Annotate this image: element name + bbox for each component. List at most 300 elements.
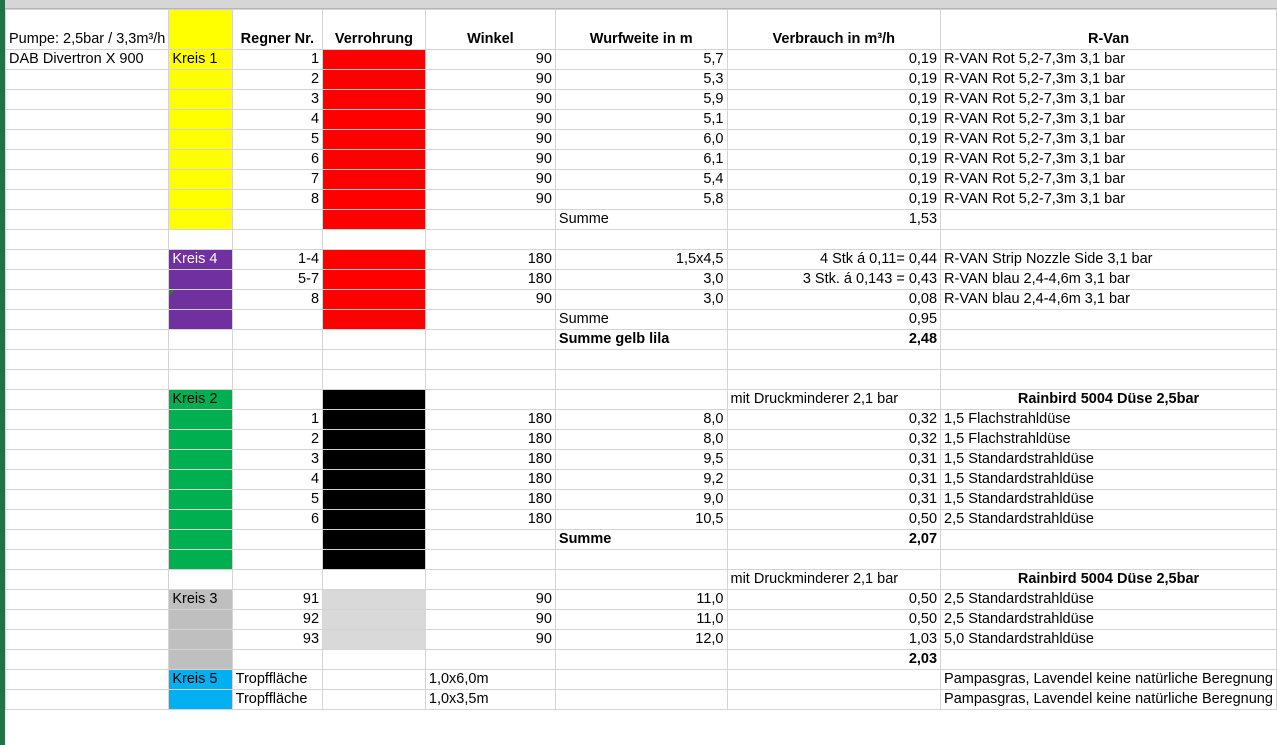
verbrauch-value[interactable]: 0,19 — [727, 130, 941, 150]
kreis5-row — [6, 690, 1277, 710]
kreis4-color-cell[interactable] — [169, 290, 232, 310]
tropf-typ[interactable]: Tropffläche — [232, 690, 322, 710]
kreis3-label[interactable]: Kreis 3 — [169, 590, 232, 610]
pump-label-cell[interactable]: Pumpe: 2,5bar / 3,3m³/h — [6, 10, 169, 50]
regner-nr[interactable]: 6 — [232, 510, 322, 530]
pipe-black[interactable] — [323, 530, 426, 550]
verbrauch-value[interactable]: 0,19 — [727, 110, 941, 130]
kreis3-row — [6, 590, 1277, 610]
duese-value[interactable]: R-VAN Rot 5,2-7,3m 3,1 bar — [941, 190, 1277, 210]
pipe-black[interactable] — [323, 410, 426, 430]
pipe-red[interactable] — [323, 70, 426, 90]
cell[interactable] — [323, 230, 426, 250]
tropf-typ[interactable]: Tropffläche — [232, 670, 322, 690]
cell[interactable] — [6, 530, 169, 550]
pipe-red[interactable] — [323, 170, 426, 190]
wurfweite-value[interactable]: 3,0 — [555, 290, 727, 310]
cell[interactable] — [6, 390, 169, 410]
cell[interactable] — [323, 650, 426, 670]
winkel-value[interactable]: 90 — [425, 170, 555, 190]
kreis1-row — [6, 110, 1277, 130]
pipe-red[interactable] — [323, 270, 426, 290]
kreis1-row — [6, 50, 1277, 70]
duese-value[interactable]: R-VAN Strip Nozzle Side 3,1 bar — [941, 250, 1277, 270]
kreis3-header-row — [6, 570, 1277, 590]
cell[interactable] — [6, 350, 169, 370]
kreis4-row — [6, 270, 1277, 290]
cell[interactable] — [6, 690, 169, 710]
regner-nr[interactable]: 93 — [232, 630, 322, 650]
winkel-value[interactable]: 90 — [425, 190, 555, 210]
kreis5-row — [6, 670, 1277, 690]
kreis1-color-cell[interactable] — [169, 110, 232, 130]
cell[interactable] — [941, 370, 1277, 390]
cell[interactable] — [727, 690, 941, 710]
kreis2-label[interactable]: Kreis 2 — [169, 390, 232, 410]
cell[interactable] — [6, 490, 169, 510]
cell[interactable] — [6, 370, 169, 390]
cell[interactable] — [6, 330, 169, 350]
cell[interactable] — [555, 550, 727, 570]
pipe-red[interactable] — [323, 130, 426, 150]
kreis2-color-cell[interactable] — [169, 430, 232, 450]
wurfweite-value[interactable]: 5,8 — [555, 190, 727, 210]
cell[interactable] — [323, 690, 426, 710]
pipe-red[interactable] — [323, 210, 426, 230]
duese-value[interactable]: 1,5 Standardstrahldüse — [941, 490, 1277, 510]
pipe-red[interactable] — [323, 310, 426, 330]
regner-nr[interactable]: 2 — [232, 430, 322, 450]
cell[interactable] — [6, 250, 169, 270]
winkel-value[interactable]: 90 — [425, 70, 555, 90]
cell[interactable] — [941, 550, 1277, 570]
sheet-body — [6, 10, 1277, 710]
cell[interactable] — [727, 670, 941, 690]
summe-label[interactable]: Summe — [555, 210, 727, 230]
kreis1-row — [6, 150, 1277, 170]
kreis2-color-cell[interactable] — [169, 470, 232, 490]
cell[interactable] — [941, 650, 1277, 670]
header-winkel[interactable]: Winkel — [425, 10, 555, 50]
cell[interactable] — [232, 650, 322, 670]
regner-nr[interactable]: 6 — [232, 150, 322, 170]
duese-value[interactable]: 2,5 Standardstrahldüse — [941, 590, 1277, 610]
cell[interactable] — [941, 530, 1277, 550]
duese-value[interactable]: 1,5 Standardstrahldüse — [941, 470, 1277, 490]
pipe-red[interactable] — [323, 90, 426, 110]
cell[interactable] — [941, 310, 1277, 330]
kreis2-color-cell[interactable] — [169, 510, 232, 530]
verbrauch-value[interactable]: 3 Stk. á 0,143 = 0,43 — [727, 270, 941, 290]
pipe-gray[interactable] — [323, 630, 426, 650]
cell[interactable] — [6, 470, 169, 490]
cell[interactable] — [6, 550, 169, 570]
summe-gelb-lila-row — [6, 330, 1277, 350]
header-rvan[interactable]: R-Van — [941, 10, 1277, 50]
winkel-value[interactable]: 90 — [425, 130, 555, 150]
pump-model-cell[interactable]: DAB Divertron X 900 — [6, 50, 169, 70]
cell[interactable] — [169, 370, 232, 390]
cell[interactable] — [555, 350, 727, 370]
winkel-value[interactable]: 180 — [425, 490, 555, 510]
regner-nr[interactable]: 5-7 — [232, 270, 322, 290]
wurfweite-value[interactable]: 5,1 — [555, 110, 727, 130]
pump-model-cell[interactable] — [6, 70, 169, 90]
duese-value[interactable]: 5,0 Standardstrahldüse — [941, 630, 1277, 650]
pump-model-cell[interactable] — [6, 150, 169, 170]
cell[interactable] — [727, 550, 941, 570]
regner-nr[interactable]: 2 — [232, 70, 322, 90]
pump-model-cell[interactable] — [6, 130, 169, 150]
cell[interactable] — [6, 290, 169, 310]
cell[interactable] — [555, 230, 727, 250]
summe-label[interactable]: Summe — [555, 530, 727, 550]
regner-nr[interactable]: 4 — [232, 470, 322, 490]
duese-value[interactable]: R-VAN Rot 5,2-7,3m 3,1 bar — [941, 170, 1277, 190]
verbrauch-value[interactable]: 0,19 — [727, 190, 941, 210]
cell[interactable] — [6, 430, 169, 450]
wurfweite-value[interactable]: 1,5x4,5 — [555, 250, 727, 270]
kreis2-row — [6, 450, 1277, 470]
cell[interactable] — [169, 230, 232, 250]
wurfweite-value[interactable]: 9,0 — [555, 490, 727, 510]
wurfweite-value[interactable]: 5,9 — [555, 90, 727, 110]
cell[interactable] — [555, 670, 727, 690]
cell[interactable] — [425, 330, 555, 350]
kreis1-color-cell[interactable] — [169, 210, 232, 230]
wurfweite-value[interactable]: 6,1 — [555, 150, 727, 170]
kreis2-fill-row — [6, 550, 1277, 570]
cell[interactable] — [727, 370, 941, 390]
verbrauch-value[interactable]: 0,32 — [727, 410, 941, 430]
cell[interactable] — [425, 570, 555, 590]
winkel-value[interactable]: 180 — [425, 510, 555, 530]
kreis1-color-cell[interactable] — [169, 170, 232, 190]
regner-nr[interactable]: 7 — [232, 170, 322, 190]
pipe-black[interactable] — [323, 470, 426, 490]
summe-gelb-lila-label[interactable]: Summe gelb lila — [555, 330, 727, 350]
kreis3-summe[interactable]: 2,03 — [727, 650, 941, 670]
regner-nr[interactable]: 91 — [232, 590, 322, 610]
wurfweite-value[interactable]: 8,0 — [555, 410, 727, 430]
verbrauch-value[interactable]: 0,32 — [727, 430, 941, 450]
cell[interactable] — [232, 230, 322, 250]
regner-nr[interactable]: 1 — [232, 410, 322, 430]
pipe-red[interactable] — [323, 50, 426, 70]
regner-nr[interactable]: 5 — [232, 130, 322, 150]
duese-value[interactable]: 2,5 Standardstrahldüse — [941, 510, 1277, 530]
verbrauch-value[interactable]: 1,03 — [727, 630, 941, 650]
wurfweite-value[interactable]: 10,5 — [555, 510, 727, 530]
pipe-red[interactable] — [323, 290, 426, 310]
wurfweite-value[interactable]: 8,0 — [555, 430, 727, 450]
winkel-value[interactable]: 180 — [425, 470, 555, 490]
cell[interactable] — [232, 330, 322, 350]
pipe-red[interactable] — [323, 190, 426, 210]
cell[interactable] — [232, 370, 322, 390]
cell[interactable] — [6, 670, 169, 690]
verbrauch-value[interactable]: 0,31 — [727, 470, 941, 490]
tropf-flaeche[interactable]: 1,0x6,0m — [425, 670, 555, 690]
duese-header[interactable]: Rainbird 5004 Düse 2,5bar — [941, 570, 1277, 590]
cell[interactable] — [6, 590, 169, 610]
cell[interactable] — [425, 390, 555, 410]
cell[interactable] — [323, 350, 426, 370]
cell[interactable] — [232, 530, 322, 550]
cell[interactable] — [169, 350, 232, 370]
regner-nr[interactable]: 8 — [232, 190, 322, 210]
kreis2-color-cell[interactable] — [169, 490, 232, 510]
regner-nr[interactable]: 4 — [232, 110, 322, 130]
cell[interactable] — [425, 530, 555, 550]
cell[interactable] — [232, 390, 322, 410]
kreis5-label[interactable]: Kreis 5 — [169, 670, 232, 690]
pipe-black[interactable] — [323, 390, 426, 410]
kreis5-color-cell[interactable] — [169, 690, 232, 710]
verbrauch-value[interactable]: 0,50 — [727, 610, 941, 630]
kreis1-row — [6, 90, 1277, 110]
druck-label[interactable]: mit Druckminderer 2,1 bar — [727, 570, 941, 590]
kreis1-color-cell[interactable] — [169, 190, 232, 210]
kreis1-color-cell[interactable] — [169, 70, 232, 90]
duese-value[interactable]: 1,5 Flachstrahldüse — [941, 410, 1277, 430]
header-verrohrung[interactable]: Verrohrung — [323, 10, 426, 50]
kreis2-summe[interactable]: 2,07 — [727, 530, 941, 550]
cell[interactable] — [6, 510, 169, 530]
pipe-red[interactable] — [323, 110, 426, 130]
winkel-value[interactable]: 90 — [425, 110, 555, 130]
pipe-black[interactable] — [323, 430, 426, 450]
pump-model-cell[interactable] — [6, 110, 169, 130]
header-verbrauch[interactable]: Verbrauch in m³/h — [727, 10, 941, 50]
kreis1-color-cell[interactable] — [169, 130, 232, 150]
cell[interactable] — [425, 210, 555, 230]
duese-value[interactable]: R-VAN blau 2,4-4,6m 3,1 bar — [941, 290, 1277, 310]
pipe-gray[interactable] — [323, 590, 426, 610]
tropf-flaeche[interactable]: 1,0x3,5m — [425, 690, 555, 710]
cell[interactable] — [555, 370, 727, 390]
duese-value[interactable]: R-VAN Rot 5,2-7,3m 3,1 bar — [941, 50, 1277, 70]
duese-value[interactable]: R-VAN Rot 5,2-7,3m 3,1 bar — [941, 70, 1277, 90]
duese-value[interactable]: R-VAN Rot 5,2-7,3m 3,1 bar — [941, 90, 1277, 110]
regner-nr[interactable]: 1 — [232, 50, 322, 70]
verbrauch-value[interactable]: 4 Stk á 0,11= 0,44 — [727, 250, 941, 270]
cell[interactable] — [323, 370, 426, 390]
kreis1-label[interactable]: Kreis 1 — [169, 50, 232, 70]
pipe-black[interactable] — [323, 510, 426, 530]
summe-gelb-lila[interactable]: 2,48 — [727, 330, 941, 350]
duese-value[interactable]: 1,5 Flachstrahldüse — [941, 430, 1277, 450]
wurfweite-value[interactable]: 9,2 — [555, 470, 727, 490]
cell[interactable] — [323, 330, 426, 350]
kreis1-summe-row — [6, 210, 1277, 230]
wurfweite-value[interactable]: 5,7 — [555, 50, 727, 70]
kreis2-row — [6, 430, 1277, 450]
pipe-red[interactable] — [323, 150, 426, 170]
verbrauch-value[interactable]: 0,50 — [727, 510, 941, 530]
wurfweite-value[interactable]: 3,0 — [555, 270, 727, 290]
cell[interactable] — [727, 350, 941, 370]
header-wurfweite[interactable]: Wurfweite in m — [555, 10, 727, 50]
winkel-value[interactable]: 90 — [425, 50, 555, 70]
winkel-value[interactable]: 90 — [425, 290, 555, 310]
verbrauch-value[interactable]: 0,19 — [727, 70, 941, 90]
duese-header[interactable]: Rainbird 5004 Düse 2,5bar — [941, 390, 1277, 410]
cell[interactable] — [555, 690, 727, 710]
cell[interactable] — [555, 390, 727, 410]
kreis2-row — [6, 510, 1277, 530]
winkel-value[interactable]: 90 — [425, 90, 555, 110]
cell[interactable] — [425, 310, 555, 330]
wurfweite-value[interactable]: 6,0 — [555, 130, 727, 150]
tropf-bemerkung[interactable]: Pampasgras, Lavendel keine natürliche Beregnung — [941, 670, 1277, 690]
winkel-value[interactable]: 180 — [425, 410, 555, 430]
winkel-value[interactable]: 180 — [425, 250, 555, 270]
winkel-value[interactable]: 180 — [425, 270, 555, 290]
wurfweite-value[interactable]: 9,5 — [555, 450, 727, 470]
cell[interactable] — [941, 350, 1277, 370]
duese-value[interactable]: 2,5 Standardstrahldüse — [941, 610, 1277, 630]
kreis4-summe-row — [6, 310, 1277, 330]
regner-nr[interactable]: 3 — [232, 90, 322, 110]
verbrauch-value[interactable]: 0,08 — [727, 290, 941, 310]
summe-label[interactable]: Summe — [555, 310, 727, 330]
kreis1-row — [6, 170, 1277, 190]
verbrauch-value[interactable]: 0,19 — [727, 90, 941, 110]
pump-model-cell[interactable] — [6, 190, 169, 210]
pipe-black[interactable] — [323, 490, 426, 510]
spreadsheet-grid — [5, 9, 1277, 710]
kreis3-row — [6, 610, 1277, 630]
cell[interactable] — [6, 270, 169, 290]
winkel-value[interactable]: 90 — [425, 590, 555, 610]
verbrauch-value[interactable]: 0,19 — [727, 150, 941, 170]
kreis4-color-cell[interactable] — [169, 310, 232, 330]
cell[interactable] — [425, 370, 555, 390]
header-regner[interactable]: Regner Nr. — [232, 10, 322, 50]
cell[interactable] — [6, 410, 169, 430]
verbrauch-value[interactable]: 0,19 — [727, 170, 941, 190]
winkel-value[interactable]: 180 — [425, 430, 555, 450]
cell[interactable] — [232, 550, 322, 570]
kreis3-color-cell[interactable] — [169, 630, 232, 650]
kreis1-color-cell[interactable] — [169, 90, 232, 110]
wurfweite-value[interactable]: 5,4 — [555, 170, 727, 190]
cell[interactable] — [232, 570, 322, 590]
kreis2-header-row — [6, 390, 1277, 410]
wurfweite-value[interactable]: 5,3 — [555, 70, 727, 90]
kreis2-color-cell[interactable] — [169, 410, 232, 430]
column-header-bar — [0, 0, 1277, 9]
verbrauch-value[interactable]: 0,50 — [727, 590, 941, 610]
cell[interactable] — [941, 230, 1277, 250]
cell[interactable] — [6, 450, 169, 470]
kreis4-color-cell[interactable] — [169, 270, 232, 290]
cell[interactable] — [323, 670, 426, 690]
cell[interactable] — [555, 650, 727, 670]
kreis3-color-cell[interactable] — [169, 610, 232, 630]
druck-label[interactable]: mit Druckminderer 2,1 bar — [727, 390, 941, 410]
pipe-gray[interactable] — [323, 610, 426, 630]
wurfweite-value[interactable]: 12,0 — [555, 630, 727, 650]
regner-nr[interactable]: 5 — [232, 490, 322, 510]
kreis2-summe-row — [6, 530, 1277, 550]
cell[interactable] — [232, 310, 322, 330]
kreis1-color-cell[interactable] — [169, 150, 232, 170]
winkel-value[interactable]: 90 — [425, 610, 555, 630]
cell[interactable] — [425, 230, 555, 250]
cell[interactable] — [425, 550, 555, 570]
yellow-fill-cell[interactable] — [169, 10, 232, 50]
duese-value[interactable]: R-VAN Rot 5,2-7,3m 3,1 bar — [941, 130, 1277, 150]
cell[interactable] — [727, 230, 941, 250]
kreis1-row — [6, 190, 1277, 210]
verbrauch-value[interactable]: 0,19 — [727, 50, 941, 70]
empty-row — [6, 230, 1277, 250]
empty-row — [6, 370, 1277, 390]
tropf-bemerkung[interactable]: Pampasgras, Lavendel keine natürliche Beregnung — [941, 690, 1277, 710]
cell[interactable] — [941, 210, 1277, 230]
cell[interactable] — [232, 350, 322, 370]
winkel-value[interactable]: 180 — [425, 450, 555, 470]
cell[interactable] — [169, 330, 232, 350]
cell[interactable] — [425, 350, 555, 370]
kreis1-row — [6, 70, 1277, 90]
cell[interactable] — [6, 230, 169, 250]
pump-model-cell[interactable] — [6, 170, 169, 190]
duese-value[interactable]: R-VAN Rot 5,2-7,3m 3,1 bar — [941, 150, 1277, 170]
duese-value[interactable]: 1,5 Standardstrahldüse — [941, 450, 1277, 470]
regner-nr[interactable]: 8 — [232, 290, 322, 310]
cell[interactable] — [6, 210, 169, 230]
cell[interactable] — [323, 570, 426, 590]
pipe-black[interactable] — [323, 450, 426, 470]
kreis2-color-cell[interactable] — [169, 450, 232, 470]
cell[interactable] — [169, 570, 232, 590]
kreis3-color-cell[interactable] — [169, 650, 232, 670]
cell[interactable] — [6, 650, 169, 670]
verbrauch-value[interactable]: 0,31 — [727, 450, 941, 470]
regner-nr[interactable]: 92 — [232, 610, 322, 630]
pipe-red[interactable] — [323, 250, 426, 270]
wurfweite-value[interactable]: 11,0 — [555, 610, 727, 630]
wurfweite-value[interactable]: 11,0 — [555, 590, 727, 610]
cell[interactable] — [6, 570, 169, 590]
regner-nr[interactable]: 1-4 — [232, 250, 322, 270]
kreis4-label[interactable]: Kreis 4 — [169, 250, 232, 270]
regner-nr[interactable]: 3 — [232, 450, 322, 470]
cell[interactable] — [6, 310, 169, 330]
pipe-black[interactable] — [323, 550, 426, 570]
winkel-value[interactable]: 90 — [425, 150, 555, 170]
cell[interactable] — [941, 330, 1277, 350]
kreis2-color-cell[interactable] — [169, 550, 232, 570]
kreis1-row — [6, 130, 1277, 150]
kreis2-color-cell[interactable] — [169, 530, 232, 550]
duese-value[interactable]: R-VAN Rot 5,2-7,3m 3,1 bar — [941, 110, 1277, 130]
verbrauch-value[interactable]: 0,31 — [727, 490, 941, 510]
cell[interactable] — [232, 210, 322, 230]
duese-value[interactable]: R-VAN blau 2,4-4,6m 3,1 bar — [941, 270, 1277, 290]
cell[interactable] — [555, 570, 727, 590]
cell[interactable] — [425, 650, 555, 670]
kreis1-summe[interactable]: 1,53 — [727, 210, 941, 230]
kreis4-summe[interactable]: 0,95 — [727, 310, 941, 330]
pump-model-cell[interactable] — [6, 90, 169, 110]
winkel-value[interactable]: 90 — [425, 630, 555, 650]
cell[interactable] — [6, 630, 169, 650]
cell[interactable] — [6, 610, 169, 630]
